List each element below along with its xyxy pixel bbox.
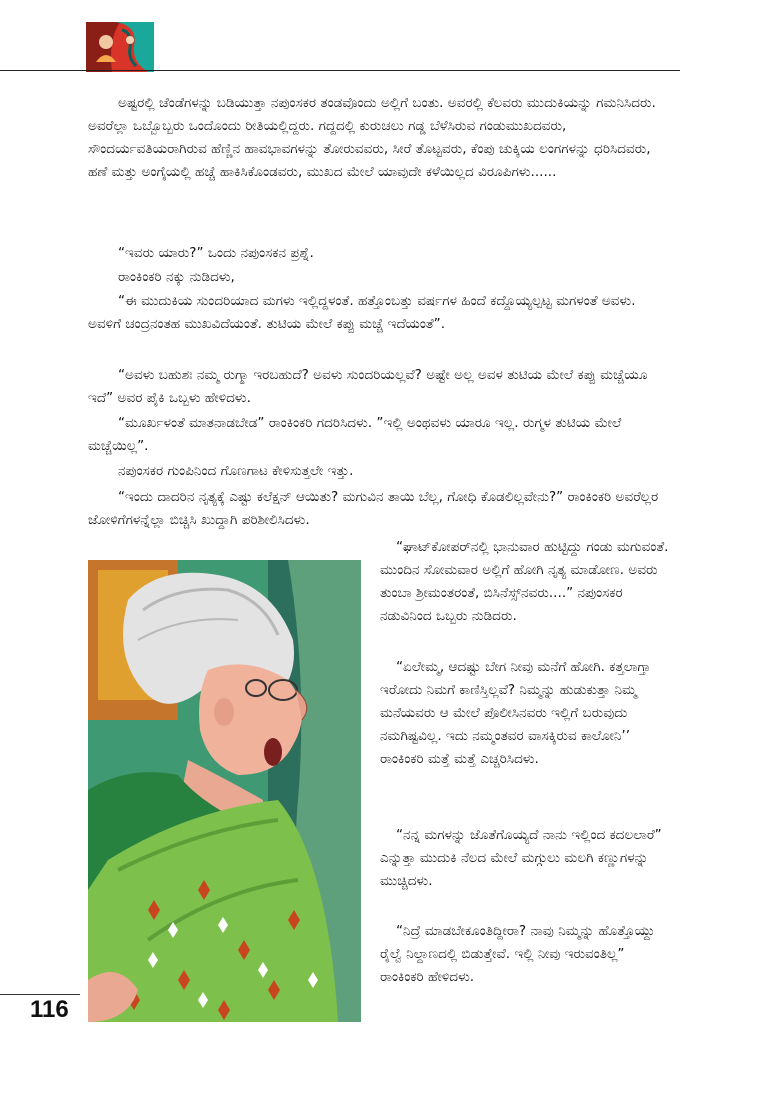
story-paragraph: “ಮೂರ್ಖಳಂತೆ ಮಾತನಾಡಬೇಡ” ರಾಂಕಿಂಕರಿ ಗದರಿಸಿದಳು. ”ಇಲ್ಲಿ ಅಂಥವಳು ಯಾರೂ ಇಲ್ಲ. ರುಗ್ಮಳ ತುಟಿಯ ಮೇಲೆ ಮಚ್ಚೆಯಿಲ್ಲ”. <box>88 415 622 454</box>
story-paragraph: ಅಷ್ಟರಲ್ಲಿ ಚೆಂಡೆಗಳನ್ನು ಬಡಿಯುತ್ತಾ ನಪುಂಸಕರ ತಂಡವೊಂದು ಅಲ್ಲಿಗೆ ಬಂತು. ಅವರಲ್ಲಿ ಕೆಲವರು ಮುದುಕಿಯನ್ನು ಗಮನಿಸಿದರು. ಅವರೆಲ್ಲಾ ಒಬ್ಬೊಬ್ಬರು ಒಂದೊಂದು ರೀತಿಯಲ್ಲಿದ್ದರು. ಗದ್ದದಲ್ಲಿ ಕುರುಚಲು ಗಡ್ಡ ಬೆಳೆಸಿರುವ ಗಂಡುಮುಖದವರು, ಸೌಂದರ್ಯವತಿಯರಾಗಿರುವ ಹೆಣ್ಣಿನ ಹಾವಭಾವಗಳನ್ನು ತೋರುವವರು, ಸೀರೆ ತೊಟ್ಟವರು, ಕೆಂಪು ಚುಕ್ಕಿಯ ಲಂಗಗಳನ್ನು ಧರಿಸಿದವರು, ಹಣೆ ಮತ್ತು ಅಂಗೈಯಲ್ಲಿ ಹಚ್ಚೆ ಹಾಕಿಸಿಕೊಂಡವರು, ಮುಖದ ಮೇಲೆ ಯಾವುದೇ ಕಳೆಯಿಲ್ಲದ ವಿರೂಪಿಗಳು...... <box>88 95 656 180</box>
column-paragraph: “ನಿದ್ರೆ ಮಾಡಬೇಕೂಂತಿದ್ದೀರಾ? ನಾವು ನಿಮ್ಮನ್ನು ಹೊತ್ತೊಯ್ದು ರೈಲ್ವೆ ನಿಲ್ದಾಣದಲ್ಲಿ ಬಿಡುತ್ತೇವೆ. ಇಲ್ಲಿ ನೀವು ಇರುವಂತಿಲ್ಲ” ರಾಂಕಿಂಕರಿ ಹೇಳಿದಳು. <box>380 923 655 985</box>
page-number: 116 <box>30 996 69 1023</box>
story-paragraph: “ಈ ಮುದುಕಿಯ ಸುಂದರಿಯಾದ ಮಗಳು ಇಲ್ಲಿದ್ದಳಂತೆ. ಹತ್ತೊಂಬತ್ತು ವರ್ಷಗಳ ಹಿಂದೆ ಕದ್ದೊಯ್ಯಲ್ಪಟ್ಟ ಮಗಳಂತೆ ಅವಳು. ಅವಳಿಗೆ ಚಂದ್ರನಂತಹ ಮುಖವಿದೆಯಂತೆ. ತುಟಿಯ ಮೇಲೆ ಕಪ್ಪು ಮಚ್ಚೆ ಇದೆಯಂತೆ”. <box>88 293 636 332</box>
story-paragraph: “ಅವಳು ಬಹುಶಃ ನಮ್ಮ ರುಗ್ಮಾ ಇರಬಹುದೆ? ಅವಳು ಸುಂದರಿಯಲ್ಲವೆ? ಅಷ್ಟೇ ಅಲ್ಲ ಅವಳ ತುಟಿಯ ಮೇಲೆ ಕಪ್ಪು ಮಚ್ಚೆಯೂ ಇದೆ” ಅವರ ಪೈಕಿ ಒಬ್ಬಳು ಹೇಳಿದಳು. <box>88 367 648 406</box>
header-logo-icon <box>86 22 154 72</box>
column-paragraph: “ಘಾಟ್‌ಕೋಪರ್‌ನಲ್ಲಿ ಭಾನುವಾರ ಹುಟ್ಟಿದ್ದು ಗಂಡು ಮಗುವಂತೆ. ಮುಂದಿನ ಸೋಮವಾರ ಅಲ್ಲಿಗೆ ಹೋಗಿ ನೃತ್ಯ ಮಾಡೋಣ. ಅವರು ತುಂಬಾ ಶ್ರೀಮಂತರಂತೆ, ಬಿಸಿನೆಸ್ಸ್‌ನವರು....” ನಪುಂಸಕರ ನಡುವಿನಿಂದ ಒಬ್ಬರು ನುಡಿದರು. <box>380 539 669 624</box>
page-number-rule <box>0 994 80 995</box>
story-paragraph: “ಇವರು ಯಾರು?” ಒಂದು ನಪುಂಸಕನ ಪ್ರಶ್ನೆ. <box>118 245 314 261</box>
old-woman-illustration <box>88 560 361 1022</box>
column-paragraph: “ಏಲೇಮ್ಮ, ಆದಷ್ಟು ಬೇಗ ನೀವು ಮನೆಗೆ ಹೋಗಿ. ಕತ್ತಲಾಗ್ತಾ ಇರೋದು ನಿಮಗೆ ಕಾಣಿಸ್ತಿಲ್ಲವೆ? ನಿಮ್ಮನ್ನು ಹುಡುಕುತ್ತಾ ನಿಮ್ಮ ಮನೆಯವರು ಆ ಮೇಲೆ ಪೊಲೀಸಿನವರು ಇಲ್ಲಿಗೆ ಬರುವುದು ನಮಗಿಷ್ಟವಿಲ್ಲ. ಇದು ನಮ್ಮಂತವರ ವಾಸಕ್ಕಿರುವ ಕಾಲೋನಿ’’ ರಾಂಕಿಂಕರಿ ಮತ್ತೆ ಮತ್ತೆ ಎಚ್ಚರಿಸಿದಳು. <box>380 659 651 767</box>
story-paragraph: ರಾಂಕಿಂಕರಿ ನಕ್ಕು ನುಡಿದಳು, <box>118 269 235 285</box>
column-paragraph: “ನನ್ನ ಮಗಳನ್ನು ಜೊತೆಗೊಯ್ಯದೆ ನಾನು ಇಲ್ಲಿಂದ ಕದಲಲಾರೆ” ಎನ್ನುತ್ತಾ ಮುದುಕಿ ನೆಲದ ಮೇಲೆ ಮಗ್ಗುಲು ಮಲಗಿ ಕಣ್ಣುಗಳನ್ನು ಮುಚ್ಚಿದಳು. <box>380 827 662 889</box>
story-paragraph: ನಪುಂಸಕರ ಗುಂಪಿನಿಂದ ಗೊಣಗಾಟ ಕೇಳಿಸುತ್ತಲೇ ಇತ್ತು. <box>118 463 354 479</box>
story-paragraph: “ಇಂದು ದಾದರಿನ ನೃತ್ಯಕ್ಕೆ ಎಷ್ಟು ಕಲೆಕ್ಷನ್ ಆಯಿತು? ಮಗುವಿನ ತಾಯಿ ಬೆಲ್ಲ, ಗೋಧಿ ಕೊಡಲಿಲ್ಲವೇನು?” ರಾಂಕಿಂಕರಿ ಅವರೆಲ್ಲರ ಜೋಳಿಗೆಗಳನ್ನೆಲ್ಲಾ ಬಿಚ್ಚಿಸಿ ಖುದ್ದಾಗಿ ಪರಿಶೀಲಿಸಿದಳು. <box>88 489 659 528</box>
header-rule <box>0 70 680 71</box>
